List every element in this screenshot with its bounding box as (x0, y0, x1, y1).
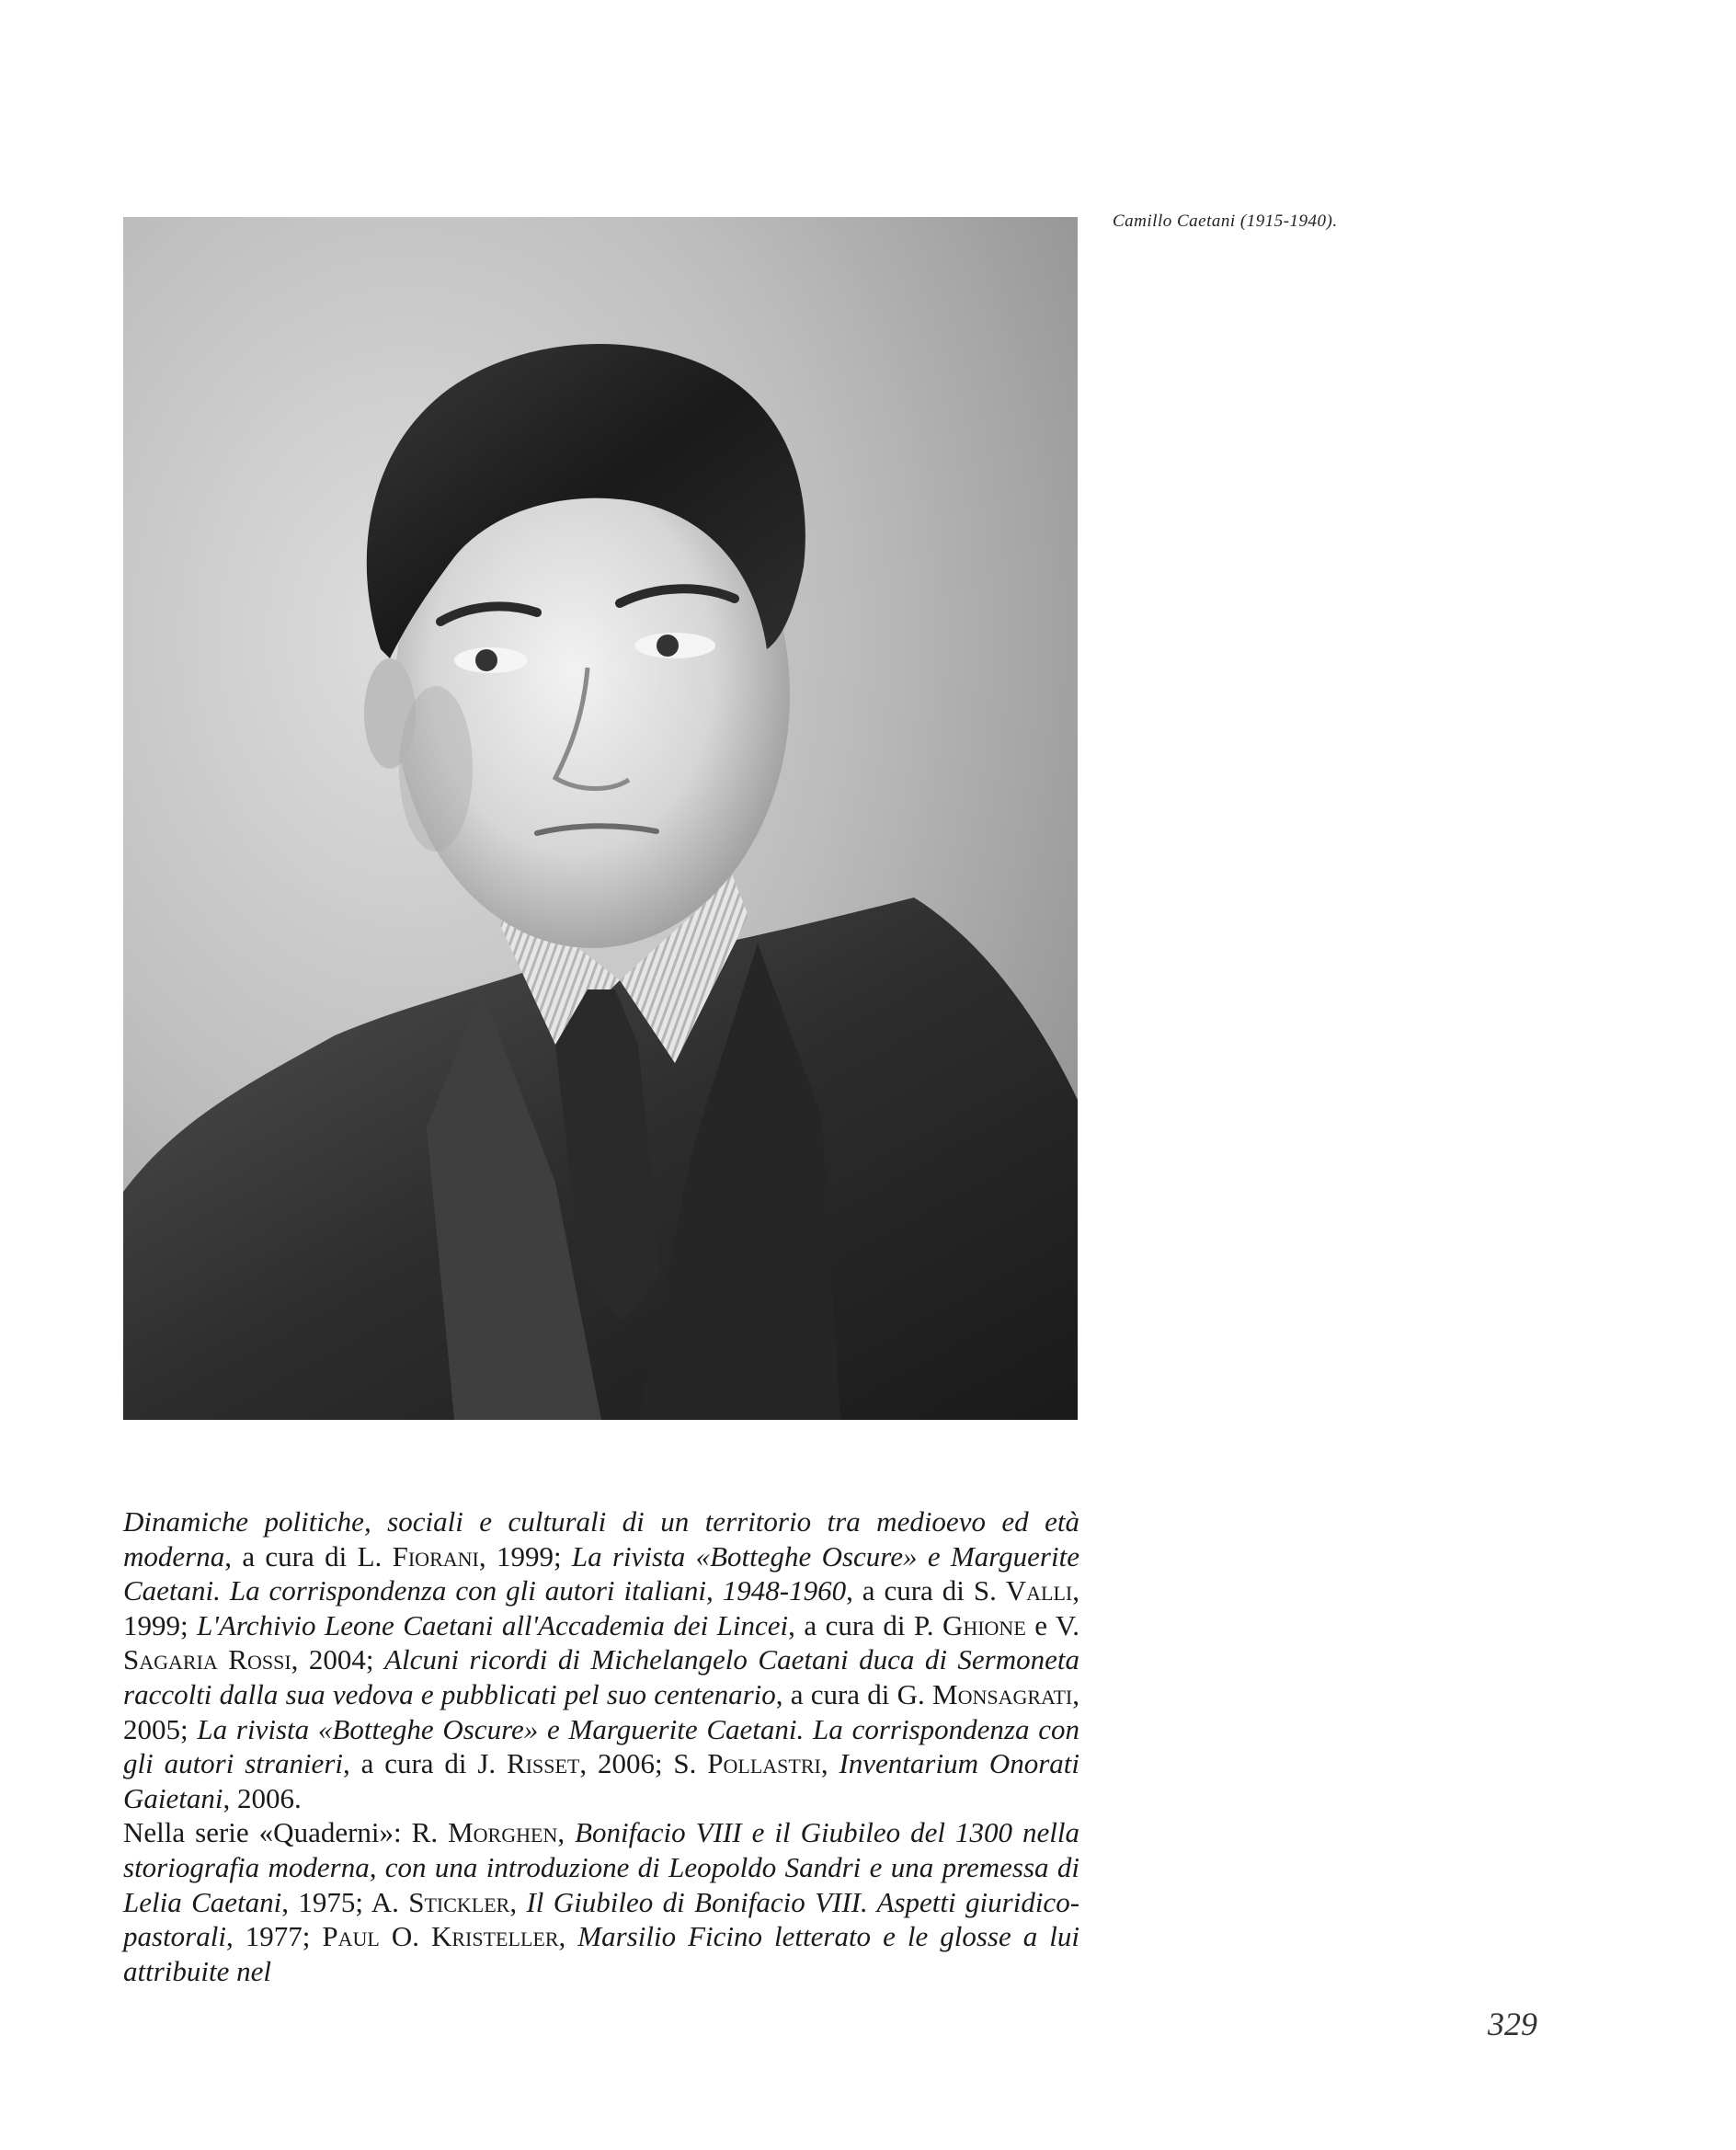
author-name: Morghen (448, 1816, 558, 1849)
title-run: Alcuni ricordi di Michelangelo Caetani duca di Sermoneta raccolti dalla sua vedova e pubblicati pel suo centenario (123, 1643, 1080, 1710)
text-run: , (820, 1747, 839, 1780)
text-run: , a cura di S. (846, 1574, 1006, 1607)
text-run: , (558, 1920, 578, 1953)
author-name: Pollastri (707, 1747, 821, 1780)
text-run: , a cura di G. (775, 1677, 932, 1710)
text-run: , (557, 1816, 576, 1849)
text-run: , 2006. (223, 1781, 302, 1814)
bibliography-paragraph-2 (123, 1815, 1079, 1988)
title-run: Il Giubileo di Bonifacio VIII. Aspetti giuridico-pastorali (123, 1885, 1080, 1953)
author-name: Fiorani (392, 1539, 479, 1572)
body-text (123, 1504, 1079, 1988)
text-run: , 2006; S. (579, 1747, 708, 1780)
author-name: Sagaria Rossi (123, 1643, 291, 1676)
title-run: Marsilio Ficino letterato e le glosse a lui attribuite nel (123, 1920, 1080, 1987)
author-name: Valli (1005, 1574, 1073, 1607)
bibliography-paragraph-1 (123, 1504, 1079, 1815)
title-run: Dinamiche politiche, sociali e culturali di un territorio tra medioevo ed età moderna (123, 1505, 1079, 1572)
text-run: , 1999; (123, 1574, 1079, 1641)
title-run: L'Archivio Leone Caetani all'Accademia dei Lincei (197, 1608, 789, 1641)
title-run: Bonifacio VIII e il Giubileo del 1300 nella storiografia moderna, con una introduzione di Leopoldo Sandri e una premessa di Lelia Caetani (123, 1816, 1080, 1918)
author-name: Paul O. Kristeller (322, 1920, 559, 1953)
text-run: , (509, 1885, 527, 1918)
text-run: , 1999; (478, 1539, 572, 1572)
title-run: La rivista «Botteghe Oscure» e Marguerite Caetani. La corrispondenza con gli autori italiani, 1948-1960 (123, 1539, 1079, 1607)
text-run: , a cura di P. (788, 1608, 942, 1641)
text-run: , 2005; (123, 1677, 1079, 1745)
page-number: 329 (1488, 2006, 1537, 2042)
text-run: , 1977; (225, 1920, 323, 1953)
text-run: , a cura di J. (343, 1747, 508, 1780)
text-run: , 2004; (291, 1643, 385, 1676)
portrait-illustration (123, 217, 1078, 1420)
author-name: Risset (507, 1747, 580, 1780)
text-run: e V. (1025, 1608, 1080, 1641)
text-run: Nella serie «Quaderni»: R. (123, 1816, 449, 1849)
text-run: , a cura di L. (224, 1539, 393, 1572)
author-name: Monsagrati (932, 1677, 1073, 1710)
title-run: Inventarium Onorati Gaietani (123, 1747, 1080, 1814)
title-run: La rivista «Botteghe Oscure» e Marguerite Caetani. La corrispondenza con gli autori stranieri (123, 1712, 1079, 1780)
author-name: Ghione (942, 1608, 1026, 1641)
author-name: Stickler (408, 1885, 510, 1918)
text-run: , 1975; A. (281, 1885, 409, 1918)
photo-caption: Camillo Caetani (1915-1940). (1113, 212, 1338, 231)
portrait-photo (123, 217, 1078, 1420)
